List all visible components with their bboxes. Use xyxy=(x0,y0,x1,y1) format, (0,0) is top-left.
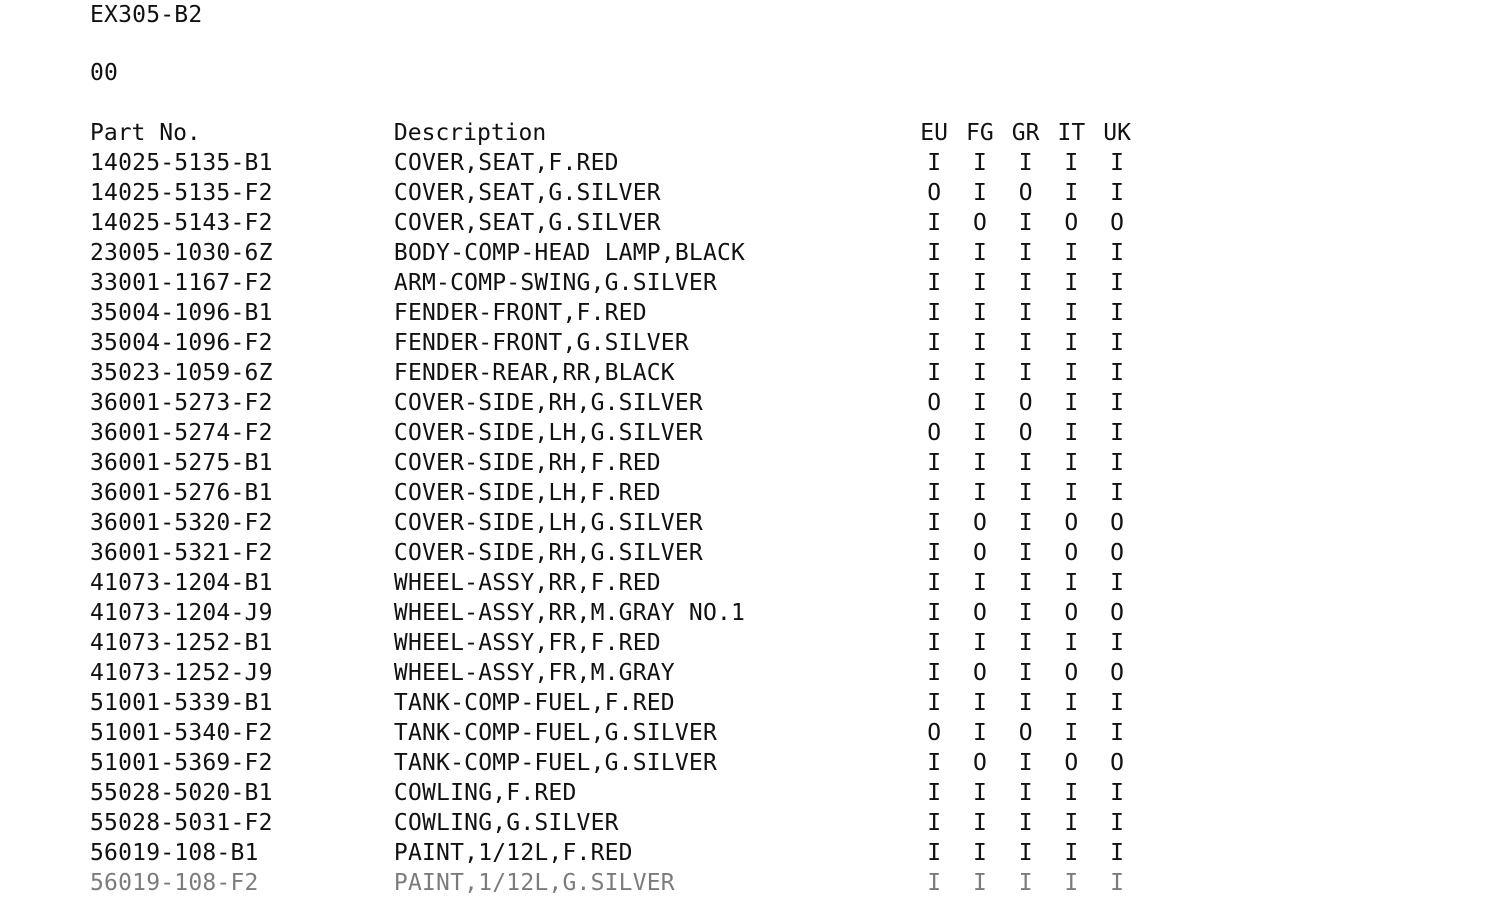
flag-fg: I xyxy=(972,690,987,716)
flag-eu: I xyxy=(927,600,942,626)
table-row xyxy=(90,448,1140,478)
part-description: TANK-COMP-FUEL,F.RED xyxy=(393,690,675,716)
part-number: 56019-108-F2 xyxy=(90,870,259,896)
table-row xyxy=(90,808,1140,838)
flag-uk: I xyxy=(1110,150,1125,176)
model-code: EX305-B2 xyxy=(90,2,203,28)
table-row xyxy=(90,388,1140,418)
flag-uk: O xyxy=(1110,600,1125,626)
flag-gr: I xyxy=(1018,870,1033,896)
flag-gr: I xyxy=(1018,480,1033,506)
table-row xyxy=(90,178,1140,208)
flag-it: I xyxy=(1064,360,1079,386)
part-description: COVER-SIDE,RH,G.SILVER xyxy=(393,540,703,566)
flag-it: I xyxy=(1064,720,1079,746)
part-description: COVER,SEAT,F.RED xyxy=(393,150,619,176)
part-number: 41073-1252-B1 xyxy=(90,630,273,656)
flag-gr: O xyxy=(1018,390,1033,416)
flag-gr: I xyxy=(1018,150,1033,176)
flag-eu: I xyxy=(927,630,942,656)
table-row xyxy=(90,148,1140,178)
flag-fg: I xyxy=(972,450,987,476)
flag-uk: I xyxy=(1110,270,1125,296)
flag-fg: I xyxy=(972,720,987,746)
flag-fg: I xyxy=(972,780,987,806)
table-row xyxy=(90,208,1140,238)
part-description: WHEEL-ASSY,RR,F.RED xyxy=(393,570,661,596)
table-row xyxy=(90,328,1140,358)
flag-it: I xyxy=(1064,480,1079,506)
header-fg: FG xyxy=(966,120,994,146)
flag-fg: O xyxy=(972,540,987,566)
flag-eu: I xyxy=(927,330,942,356)
flag-uk: I xyxy=(1110,810,1125,836)
part-number: 41073-1252-J9 xyxy=(90,660,273,686)
flag-uk: O xyxy=(1110,510,1125,536)
flag-it: I xyxy=(1064,390,1079,416)
flag-fg: I xyxy=(972,180,987,206)
part-number: 14025-5143-F2 xyxy=(90,210,273,236)
part-description: BODY-COMP-HEAD LAMP,BLACK xyxy=(393,240,746,266)
flag-uk: I xyxy=(1110,240,1125,266)
part-number: 14025-5135-B1 xyxy=(90,150,273,176)
part-number: 23005-1030-6Z xyxy=(90,240,273,266)
flag-eu: I xyxy=(927,810,942,836)
flag-gr: I xyxy=(1018,840,1033,866)
header-eu: EU xyxy=(920,120,948,146)
part-number: 51001-5339-B1 xyxy=(90,690,273,716)
flag-it: I xyxy=(1064,690,1079,716)
part-number: 36001-5273-F2 xyxy=(90,390,273,416)
flag-eu: I xyxy=(927,660,942,686)
flag-fg: I xyxy=(972,150,987,176)
flag-uk: I xyxy=(1110,480,1125,506)
table-row xyxy=(90,568,1140,598)
flag-gr: I xyxy=(1018,630,1033,656)
flag-fg: O xyxy=(972,210,987,236)
flag-eu: I xyxy=(927,300,942,326)
flag-eu: O xyxy=(927,390,942,416)
part-description: COVER,SEAT,G.SILVER xyxy=(393,210,661,236)
flag-fg: I xyxy=(972,300,987,326)
flag-it: I xyxy=(1064,840,1079,866)
flag-gr: I xyxy=(1018,330,1033,356)
table-row xyxy=(90,748,1140,778)
part-description: FENDER-REAR,RR,BLACK xyxy=(393,360,675,386)
flag-it: I xyxy=(1064,180,1079,206)
table-row xyxy=(90,238,1140,268)
flag-it: I xyxy=(1064,870,1079,896)
part-description: COWLING,F.RED xyxy=(393,780,577,806)
header-gr: GR xyxy=(1011,120,1040,146)
flag-it: O xyxy=(1064,540,1079,566)
flag-it: I xyxy=(1064,570,1079,596)
header-it: IT xyxy=(1057,120,1086,146)
part-description: FENDER-FRONT,G.SILVER xyxy=(393,330,689,356)
part-number: 36001-5320-F2 xyxy=(90,510,273,536)
table-row xyxy=(90,418,1140,448)
flag-fg: I xyxy=(972,390,987,416)
flag-fg: I xyxy=(972,420,987,446)
flag-uk: I xyxy=(1110,360,1125,386)
flag-fg: O xyxy=(972,510,987,536)
flag-gr: I xyxy=(1018,690,1033,716)
part-number: 41073-1204-B1 xyxy=(90,570,273,596)
part-number: 51001-5369-F2 xyxy=(90,750,273,776)
part-description: COVER-SIDE,LH,G.SILVER xyxy=(393,510,703,536)
flag-fg: I xyxy=(972,480,987,506)
flag-uk: I xyxy=(1110,840,1125,866)
table-row xyxy=(90,868,1140,898)
flag-eu: O xyxy=(927,720,942,746)
table-row xyxy=(90,478,1140,508)
table-row xyxy=(90,778,1140,808)
flag-gr: I xyxy=(1018,450,1033,476)
table-body xyxy=(90,148,1140,898)
part-description: ARM-COMP-SWING,G.SILVER xyxy=(393,270,717,296)
part-number: 14025-5135-F2 xyxy=(90,180,273,206)
part-number: 51001-5340-F2 xyxy=(90,720,273,746)
flag-it: I xyxy=(1064,150,1079,176)
part-description: COVER-SIDE,RH,G.SILVER xyxy=(393,390,703,416)
part-number: 35023-1059-6Z xyxy=(90,360,273,386)
table-header-row xyxy=(90,118,1140,148)
flag-fg: O xyxy=(972,750,987,776)
flag-fg: I xyxy=(972,240,987,266)
flag-uk: I xyxy=(1110,390,1125,416)
flag-eu: I xyxy=(927,540,942,566)
flag-gr: I xyxy=(1018,810,1033,836)
table-row xyxy=(90,688,1140,718)
flag-eu: I xyxy=(927,510,942,536)
part-description: COVER-SIDE,LH,F.RED xyxy=(393,480,661,506)
table-row xyxy=(90,838,1140,868)
flag-eu: I xyxy=(927,450,942,476)
part-number: 41073-1204-J9 xyxy=(90,600,273,626)
table-row xyxy=(90,598,1140,628)
flag-it: I xyxy=(1064,450,1079,476)
flag-gr: I xyxy=(1018,570,1033,596)
flag-uk: O xyxy=(1110,750,1125,776)
flag-fg: I xyxy=(972,810,987,836)
flag-gr: I xyxy=(1018,210,1033,236)
part-number: 55028-5020-B1 xyxy=(90,780,273,806)
table-row xyxy=(90,508,1140,538)
part-number: 33001-1167-F2 xyxy=(90,270,273,296)
flag-it: O xyxy=(1064,750,1079,776)
flag-gr: I xyxy=(1018,750,1033,776)
flag-gr: I xyxy=(1018,300,1033,326)
part-description: FENDER-FRONT,F.RED xyxy=(393,300,647,326)
flag-eu: I xyxy=(927,240,942,266)
flag-it: O xyxy=(1064,600,1079,626)
flag-gr: I xyxy=(1018,360,1033,386)
flag-fg: I xyxy=(972,630,987,656)
part-number: 35004-1096-B1 xyxy=(90,300,273,326)
flag-uk: I xyxy=(1110,780,1125,806)
flag-eu: I xyxy=(927,360,942,386)
flag-it: I xyxy=(1064,300,1079,326)
flag-uk: I xyxy=(1110,330,1125,356)
flag-gr: I xyxy=(1018,660,1033,686)
flag-it: I xyxy=(1064,270,1079,296)
flag-it: I xyxy=(1064,780,1079,806)
part-number: 55028-5031-F2 xyxy=(90,810,273,836)
part-number: 36001-5276-B1 xyxy=(90,480,273,506)
part-description: WHEEL-ASSY,FR,M.GRAY xyxy=(393,660,675,686)
flag-fg: I xyxy=(972,270,987,296)
part-number: 36001-5275-B1 xyxy=(90,450,273,476)
flag-eu: I xyxy=(927,840,942,866)
part-description: WHEEL-ASSY,RR,M.GRAY NO.1 xyxy=(393,600,746,626)
part-description: COVER,SEAT,G.SILVER xyxy=(393,180,661,206)
flag-it: I xyxy=(1064,810,1079,836)
part-number: 36001-5321-F2 xyxy=(90,540,273,566)
flag-uk: I xyxy=(1110,720,1125,746)
flag-uk: I xyxy=(1110,870,1125,896)
flag-fg: I xyxy=(972,570,987,596)
flag-gr: I xyxy=(1018,510,1033,536)
table-row xyxy=(90,718,1140,748)
flag-fg: I xyxy=(972,840,987,866)
table-row xyxy=(90,358,1140,388)
flag-fg: I xyxy=(972,870,987,896)
flag-gr: O xyxy=(1018,180,1033,206)
part-description: PAINT,1/12L,G.SILVER xyxy=(393,870,675,896)
flag-it: I xyxy=(1064,240,1079,266)
flag-eu: I xyxy=(927,150,942,176)
flag-eu: O xyxy=(927,420,942,446)
flag-fg: O xyxy=(972,660,987,686)
table-row xyxy=(90,298,1140,328)
flag-it: O xyxy=(1064,660,1079,686)
flag-it: I xyxy=(1064,330,1079,356)
flag-fg: I xyxy=(972,360,987,386)
flag-gr: O xyxy=(1018,420,1033,446)
flag-fg: O xyxy=(972,600,987,626)
parts-table xyxy=(90,118,1140,898)
flag-uk: I xyxy=(1110,690,1125,716)
flag-gr: I xyxy=(1018,270,1033,296)
flag-eu: I xyxy=(927,870,942,896)
flag-eu: I xyxy=(927,690,942,716)
flag-uk: O xyxy=(1110,660,1125,686)
flag-fg: I xyxy=(972,330,987,356)
table-row xyxy=(90,538,1140,568)
flag-uk: I xyxy=(1110,570,1125,596)
flag-gr: I xyxy=(1018,240,1033,266)
flag-uk: I xyxy=(1110,450,1125,476)
flag-it: I xyxy=(1064,630,1079,656)
flag-uk: I xyxy=(1110,420,1125,446)
table-row xyxy=(90,268,1140,298)
part-description: PAINT,1/12L,F.RED xyxy=(393,840,633,866)
part-description: COVER-SIDE,LH,G.SILVER xyxy=(393,420,703,446)
part-description: WHEEL-ASSY,FR,F.RED xyxy=(393,630,661,656)
part-description: TANK-COMP-FUEL,G.SILVER xyxy=(393,750,717,776)
flag-uk: I xyxy=(1110,180,1125,206)
flag-it: O xyxy=(1064,510,1079,536)
flag-uk: O xyxy=(1110,540,1125,566)
part-number: 36001-5274-F2 xyxy=(90,420,273,446)
flag-gr: I xyxy=(1018,540,1033,566)
header-description: Description xyxy=(393,120,547,146)
flag-uk: I xyxy=(1110,300,1125,326)
flag-eu: I xyxy=(927,480,942,506)
header-part-no: Part No. xyxy=(90,120,201,146)
flag-gr: I xyxy=(1018,600,1033,626)
part-description: TANK-COMP-FUEL,G.SILVER xyxy=(393,720,717,746)
part-number: 56019-108-B1 xyxy=(90,840,259,866)
flag-eu: I xyxy=(927,570,942,596)
flag-eu: I xyxy=(927,780,942,806)
table-row xyxy=(90,628,1140,658)
flag-gr: I xyxy=(1018,780,1033,806)
part-description: COVER-SIDE,RH,F.RED xyxy=(393,450,661,476)
flag-eu: I xyxy=(927,750,942,776)
flag-it: O xyxy=(1064,210,1079,236)
section-code: 00 xyxy=(90,60,119,86)
table-row xyxy=(90,658,1140,688)
part-description: COWLING,G.SILVER xyxy=(393,810,619,836)
flag-uk: I xyxy=(1110,630,1125,656)
part-number: 35004-1096-F2 xyxy=(90,330,273,356)
flag-eu: I xyxy=(927,210,942,236)
header-uk: UK xyxy=(1103,120,1131,146)
flag-eu: I xyxy=(927,270,942,296)
flag-gr: O xyxy=(1018,720,1033,746)
flag-it: I xyxy=(1064,420,1079,446)
flag-eu: O xyxy=(927,180,942,206)
flag-uk: O xyxy=(1110,210,1125,236)
